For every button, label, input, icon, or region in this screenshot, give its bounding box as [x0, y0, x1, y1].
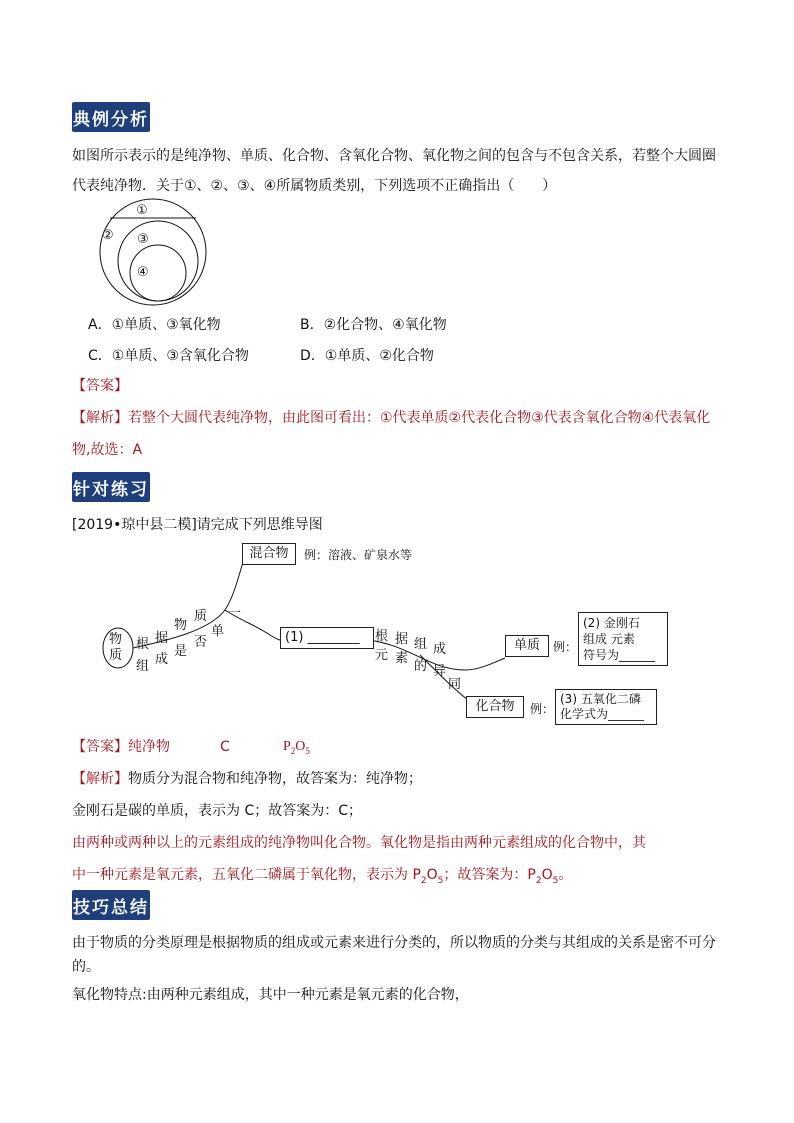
answer-2-v2: C [220, 739, 230, 755]
option-d: D．①单质、②化合物 [300, 348, 434, 364]
element-node: 单质 [505, 635, 549, 657]
analysis-2-line-3: 由两种或两种以上的元素组成的纯净物叫化合物。氧化物是指由两种元素组成的化合物中，其 [72, 835, 646, 851]
analysis-text: 若整个大圆代表纯净物，由此图可看出：①代表单质②代表化合物③代表含氧化合物④代表氧化 [128, 410, 711, 426]
section-badge-example-analysis: 典例分析 [72, 102, 150, 132]
answer-2-v3: $P_2O_5$ [283, 739, 310, 756]
branch-char-gen: 根 [136, 637, 150, 652]
branch-char-shi: 是 [174, 644, 188, 659]
branch-char-zhi: 质 [194, 609, 208, 624]
branch-char-fou: 否 [194, 635, 208, 650]
analysis-1-line-2: 物,故选：A [72, 442, 143, 458]
question-line-2: 代表纯净物．关于①、②、③、④所属物质类别，下列选项不正确指出（ ） [72, 178, 557, 194]
outer-circle [100, 199, 206, 305]
element-example-prefix: 例： [553, 640, 578, 654]
analysis-2-label: 【解析】 [72, 771, 128, 787]
branch-char-zu: 组 [136, 659, 150, 674]
analysis-2-line-4: 中一种元素是氧元素，五氧化二磷属于氧化物，表示为 $P_2O_5$；故答案为：$P_2O_5$。 [72, 867, 573, 886]
mixture-node: 混合物 [242, 543, 296, 565]
analysis-2-line-2: 金刚石是碳的单质，表示为 C；故答案为：C； [72, 803, 362, 819]
lower-char-tong: 同 [448, 677, 462, 692]
option-b: B．②化合物、④氧化物 [300, 317, 447, 333]
answer-2-label: 【答案】 [72, 739, 128, 755]
analysis-label: 【解析】 [72, 410, 128, 426]
lower-char-de: 的 [414, 659, 428, 674]
lower-char-zu: 组 [414, 637, 428, 652]
middle-circle [118, 221, 198, 301]
answer-2-line [72, 737, 732, 757]
question-line-1: 如图所示表示的是纯净物、单质、化合物、含氧化合物、氧化物之间的包含与不包含关系，若整个大圆圈 [72, 148, 716, 164]
compound-example-prefix: 例： [530, 702, 555, 716]
branch-char-wu: 物 [174, 618, 188, 633]
lower-char-ju: 据 [395, 632, 409, 647]
section-badge-practice: 针对练习 [72, 472, 150, 502]
compound-node: 化合物 [466, 696, 524, 718]
figure-label-2: ② [102, 228, 114, 243]
analysis-2-text-1: 物质分为混合物和纯净物，故答案为：纯净物； [128, 771, 422, 787]
lower-char-yi: 异 [433, 664, 447, 679]
lower-char-yuan: 元 [375, 648, 389, 663]
lower-char-gen: 根 [375, 629, 389, 644]
analysis-2-line-1 [72, 769, 732, 789]
figure-label-4: ④ [137, 265, 149, 280]
option-a: A．①单质、③氧化物 [88, 317, 221, 333]
branch-char-dan: 单 [211, 624, 225, 639]
nested-circles-figure [94, 196, 214, 308]
branch-char-ju: 据 [155, 631, 169, 646]
summary-line-3: 氧化物特点:由两种元素组成，其中一种元素是氧元素的化合物， [72, 987, 469, 1003]
lower-char-cheng: 成 [433, 642, 447, 657]
branch-char-cheng: 成 [155, 652, 169, 667]
root-node: 物 质 [109, 632, 123, 663]
figure-label-1: ① [136, 203, 148, 218]
lower-char-su: 素 [395, 651, 409, 666]
branch-char-yi: 一 [228, 606, 242, 621]
option-c: C．①单质、③含氧化合物 [88, 348, 249, 364]
blank-1-node[interactable]: (1) ________ [280, 627, 374, 649]
summary-line-1: 由于物质的分类原理是根据物质的组成或元素来进行分类的，所以物质的分类与其组成的关系是密不可分 [72, 935, 716, 951]
section-badge-summary: 技巧总结 [72, 890, 150, 920]
compound-answer-box[interactable]: (3) 五氧化二磷 化学式为______ [555, 689, 657, 725]
element-answer-box[interactable]: (2) 金刚石 组成 元素 符号为______ [578, 612, 668, 666]
summary-line-2: 的。 [72, 959, 100, 975]
mixture-example: 例：溶液、矿泉水等 [304, 548, 413, 562]
exercise-prompt: [2019•琼中县二模]请完成下列思维导图 [72, 517, 323, 533]
answer-label-1: 【答案】 [72, 378, 128, 394]
analysis-1-line-1 [72, 408, 732, 428]
answer-2-v1: 纯净物 [128, 739, 170, 755]
figure-label-3: ③ [137, 232, 149, 247]
